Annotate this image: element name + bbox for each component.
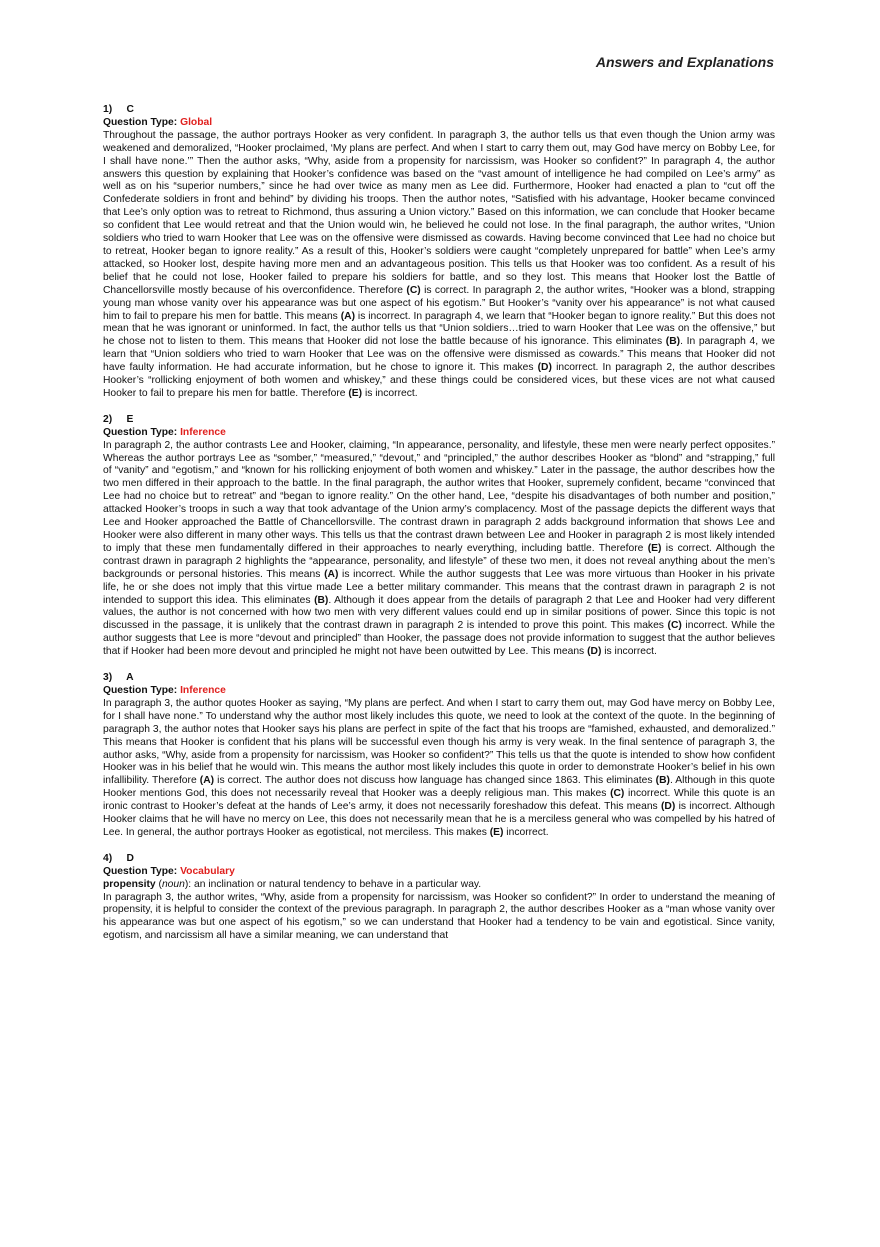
answer-choice-marker: (B) <box>655 775 670 787</box>
question-answer: E <box>126 413 134 425</box>
question-type-label: Question Type: <box>103 684 178 696</box>
question-number: 2) <box>103 413 113 425</box>
answer-choice-marker: (E) <box>348 387 363 399</box>
answer-choice-marker: (C) <box>610 788 625 800</box>
question-number: 4) <box>103 852 113 864</box>
question-heading <box>103 672 775 685</box>
answer-choice-marker: (A) <box>340 310 356 322</box>
question-1 <box>103 104 775 401</box>
question-4 <box>103 853 775 943</box>
answers-content <box>103 104 775 956</box>
explanation-text: In paragraph 2, the author contrasts Lee and Hooker, claiming, “In appearance, personality, and lifestyle, these men were nearly perfect opposites.” Whereas the author portrays Lee as “somber,” “measured,” “devout,” and “principled,” the author describes Hooker as “blond” and “strapping,” full of “vanity” and “egotism,” and “known for his rollicking enjoyment of both women and whiskey.” Later in the passage, the author describes how the two men differed in their approach to the battle. In the final paragraph, the author writes that Hooker, supremely confident, became “convinced that Lee had no choice but to retreat” and “began to ignore reality.” On the other hand, Lee, “despite his disadvantages of both number and position,” attacked Hooker’s troops in such a way that took advantage of the Union army’s complacency. Most of the passage depicts the different ways that Lee and Hooker approached the Battle of Chancellorsville. The contrast drawn in paragraph 2 adds background information that shows Lee and Hooker were also different in many other ways. This tells us that the contrast drawn between Lee and Hooker in paragraph 2 is most likely intended to imply that these men fundamentally differed in their approaches to nearly everything, including battle. Therefore (E) is correct. Although the contrast drawn in paragraph 2 highlights the “appearance, personality, and lifestyle” of these two men, it does not reveal anything about the men’s backgrounds or personal histories. This means (A) is incorrect. While the author suggests that Lee was more virtuous than Hooker in his private life, he or she does not imply that this virtue made Lee a better military commander. This means that the contrast drawn in paragraph 2 is not intended to support this idea. This eliminates (B). Although it does appear from the details of paragraph 2 that Lee and Hooker had very different values, the author is not concerned with how two men with very different values could end up in similar positions of power. Since this topic is not discussed in the passage, it is unlikely that the contrast drawn in paragraph 2 is intended to prove this point. This makes (C) incorrect. While the author suggests that Lee is more “devout and principled” than Hooker, the passage does not provide information to suggest that the author believes that if Hooker had been more devout and principled he might not have been outwitted by Lee. This means (D) is incorrect. <box>103 439 775 658</box>
answer-choice-marker: (B) <box>314 594 329 606</box>
question-type <box>103 117 775 130</box>
question-type-label: Question Type: <box>103 116 178 128</box>
answer-choice-marker: (C) <box>667 620 682 632</box>
explanation-text: In paragraph 3, the author writes, “Why, aside from a propensity for narcissism, was Hooker so confident?” In order to understand the meaning of propensity, it is helpful to consider the context of the previous paragraph. In paragraph 2, the author describes Hooker as a “man whose vanity over his appearance was but one aspect of his egotism,” so we can understand that Hooker had a tendency to be vain and egotistical. Since vanity, egotism, and narcissism all have a similar meaning, we can understand that <box>103 891 775 942</box>
question-answer: C <box>126 104 134 115</box>
definition-text: : an inclination or natural tendency to behave in a particular way. <box>188 878 482 890</box>
question-number: 3) <box>103 672 113 684</box>
answer-choice-marker: (B) <box>665 336 681 348</box>
explanation-text: Throughout the passage, the author portrays Hooker as very confident. In paragraph 3, the author tells us that even though the Union army was weakened and demoralized, “Hooker proclaimed, ‘My plans are perfect. And when I start to carry them out, may God have mercy on Bobby Lee, for I shall have none.’” Then the author asks, “Why, aside from a propensity for narcissism, was Hooker so confident?” In paragraph 4, the author answers this question by explaining that Hooker’s confidence was based on the “vast amount of intelligence he had compiled on Lee’s army” as well as on his “superior numbers,” since he had over twice as many men as Lee did. Furthermore, Hooker had enacted a plan to “cut off the Confederate soldiers in front and behind” by dividing his troops. Then the author notes, “Satisfied with his advantage, Hooker became convinced that Lee’s only option was to retreat to Richmond, thus assuring a Union victory.” Based on this information, we can conclude that Hooker became so confident that Lee would retreat and that the Union would win, he believed he could not lose. In the final paragraph, the author writes, “Union soldiers who tried to warn Hooker that Lee was on the offensive were dismissed as cowards. Having become convinced that Lee had no choice but to retreat, Hooker began to ignore reality.” As a result of this, Hooker’s soldiers were caught “completely unprepared for battle” when Lee’s army attacked, so Hooker lost, despite having more men and an advantageous position. This tells us that Hooker was too confident. As a result of his belief that he could not lose, Hooker failed to prepare his soldiers for battle, and so they lost. This means that Hooker lost the Battle of Chancellorsville mostly because of his overconfidence. Therefore (C) is correct. In paragraph 2, the author writes, “Hooker was a blond, strapping young man whose vanity over his appearance was but one aspect of his egotism.” But Hooker’s “vanity over his appearance” is not what caused him to fail to prepare his men for battle. This means (A) is incorrect. In paragraph 4, we learn that “Hooker began to ignore reality.” But this does not mean that he was ignorant or uninformed. In fact, the author tells us that “Union soldiers…tried to warn Hooker that Lee was on the offensive,” but he chose not to listen to them. This means that Hooker did not lose the battle because of his ignorance. This eliminates (B). In paragraph 4, we learn that “Union soldiers who tried to warn Hooker that Lee was on the offensive were dismissed as cowards.” This means that Hooker did not have faulty information. He had accurate information, but he chose to ignore it. This makes (D) incorrect. In paragraph 2, the author describes Hooker’s “rollicking enjoyment of both women and whiskey,” and these things could be considered vices, but these vices are not what caused Hooker to fail to prepare his men for battle. Therefore (E) is incorrect. <box>103 129 775 399</box>
question-heading <box>103 104 775 117</box>
question-type <box>103 685 775 698</box>
question-answer: A <box>126 672 134 684</box>
question-type <box>103 866 775 879</box>
answer-choice-marker: (A) <box>199 775 215 787</box>
question-type-label: Question Type: <box>103 426 178 438</box>
question-type-label: Question Type: <box>103 865 178 877</box>
question-type-value: Vocabulary <box>180 865 235 877</box>
question-type-value: Global <box>180 116 213 128</box>
question-number: 1) <box>103 104 113 115</box>
answer-choice-marker: (E) <box>489 826 504 838</box>
question-heading <box>103 414 775 427</box>
question-type-value: Inference <box>180 426 226 438</box>
answer-choice-marker: (D) <box>587 646 602 658</box>
explanation-text: In paragraph 3, the author quotes Hooker as saying, “My plans are perfect. And when I start to carry them out, may God have mercy on Bobby Lee, for I shall have none.” To understand why the author most likely includes this quote, we need to look at the context of the quote. In the beginning of paragraph 3, the author notes that Hooker says his plans are perfect in spite of the fact that his troops are “famished, exhausted, and demoralized.” This means that Hooker is confident that his plans will be successful even though his army is very weak. In the final sentence of paragraph 3, the author asks, “Why, aside from a propensity for narcissism, was Hooker so confident?” This tells us that the quote is intended to show how confident Hooker was in his belief that he would win. This means the author most likely includes this quote in order to demonstrate Hooker’s belief in his own infallibility. Therefore (A) is correct. The author does not discuss how language has changed since 1863. This eliminates (B). Although in this quote Hooker mentions God, this does not necessarily reveal that Hooker was a deeply religious man. This makes (C) incorrect. While this quote is an ironic contrast to Hooker’s defeat at the hands of Lee’s army, it does not necessarily foreshadow this defeat. This means (D) is incorrect. Although Hooker claims that he will have no mercy on Lee, this does not necessarily mean that he is a merciless general who was compelled by his hatred of Lee. In general, the author portrays Hooker as egotistical, not merciless. This makes (E) incorrect. <box>103 697 775 838</box>
question-2 <box>103 414 775 659</box>
answer-choice-marker: (A) <box>324 568 339 580</box>
vocabulary-definition: propensity (noun): an inclination or natural tendency to behave in a particular way. <box>103 878 482 890</box>
answer-choice-marker: (D) <box>537 362 552 374</box>
question-answer: D <box>126 852 134 864</box>
answer-choice-marker: (E) <box>647 542 662 554</box>
definition-part-of-speech: noun <box>161 878 185 890</box>
answer-choice-marker: (C) <box>406 284 421 296</box>
definition-word: propensity <box>103 878 156 890</box>
question-type <box>103 427 775 440</box>
question-type-value: Inference <box>180 684 226 696</box>
answer-choice-marker: (D) <box>661 801 676 813</box>
question-heading <box>103 853 775 866</box>
page-header-title: Answers and Explanations <box>595 54 774 70</box>
question-3 <box>103 672 775 840</box>
